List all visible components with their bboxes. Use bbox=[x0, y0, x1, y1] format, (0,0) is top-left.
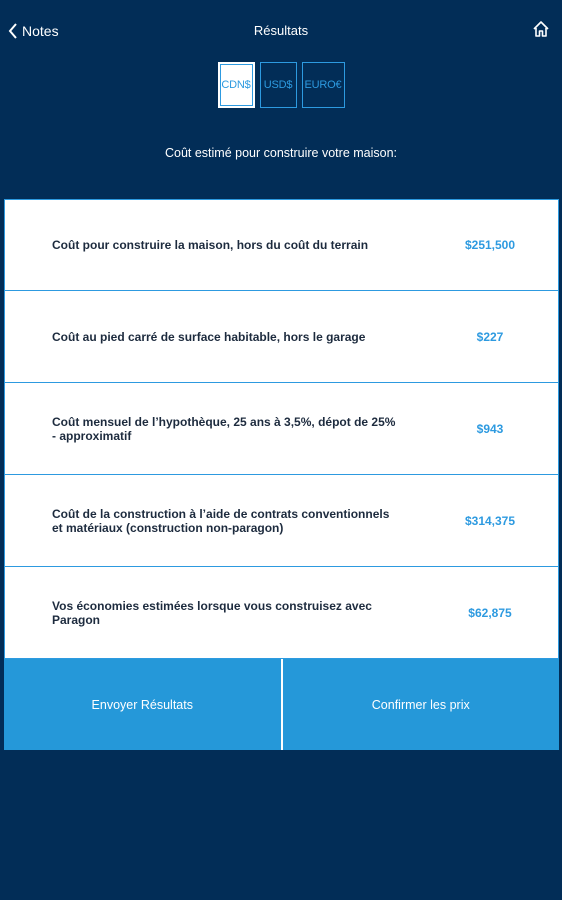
action-bar bbox=[4, 659, 559, 750]
result-value: $251,500 bbox=[464, 238, 516, 252]
currency-selector bbox=[0, 62, 562, 108]
currency-option-euro[interactable]: EURO€ bbox=[302, 62, 345, 108]
confirm-prices-button[interactable]: Confirmer les prix bbox=[283, 659, 560, 750]
result-value: $227 bbox=[476, 329, 504, 344]
back-button-label: Notes bbox=[22, 23, 59, 39]
currency-option-cdn[interactable]: CDN$ bbox=[218, 62, 255, 108]
result-label: Coût pour construire la maison, hors du coût du terrain bbox=[52, 238, 369, 252]
home-button[interactable] bbox=[532, 20, 550, 43]
result-label: Coût mensuel de l’hypothèque, 25 ans à 3,5%, dépot de 25% - approximatif bbox=[52, 414, 396, 443]
result-label: Vos économies estimées lorsque vous construisez avec Paragon bbox=[52, 598, 372, 627]
result-row bbox=[4, 199, 559, 291]
page-title: Résultats bbox=[253, 23, 309, 38]
result-row bbox=[4, 475, 559, 567]
result-row bbox=[4, 383, 559, 475]
result-label: Coût de la construction à l’aide de contrats conventionnels et matériaux (construction non-paragon) bbox=[52, 506, 390, 535]
results-list bbox=[4, 199, 559, 659]
send-results-button[interactable]: Envoyer Résultats bbox=[4, 659, 281, 750]
home-icon bbox=[532, 25, 550, 42]
header-bar bbox=[0, 0, 562, 60]
result-row bbox=[4, 291, 559, 383]
currency-option-usd[interactable]: USD$ bbox=[260, 62, 297, 108]
results-subtitle: Coût estimé pour construire votre maison: bbox=[164, 146, 398, 160]
result-value: $62,875 bbox=[468, 605, 512, 620]
result-label: Coût au pied carré de surface habitable, hors le garage bbox=[52, 329, 366, 344]
result-value: $943 bbox=[476, 421, 504, 436]
result-row bbox=[4, 567, 559, 659]
result-value: $314,375 bbox=[464, 513, 516, 528]
